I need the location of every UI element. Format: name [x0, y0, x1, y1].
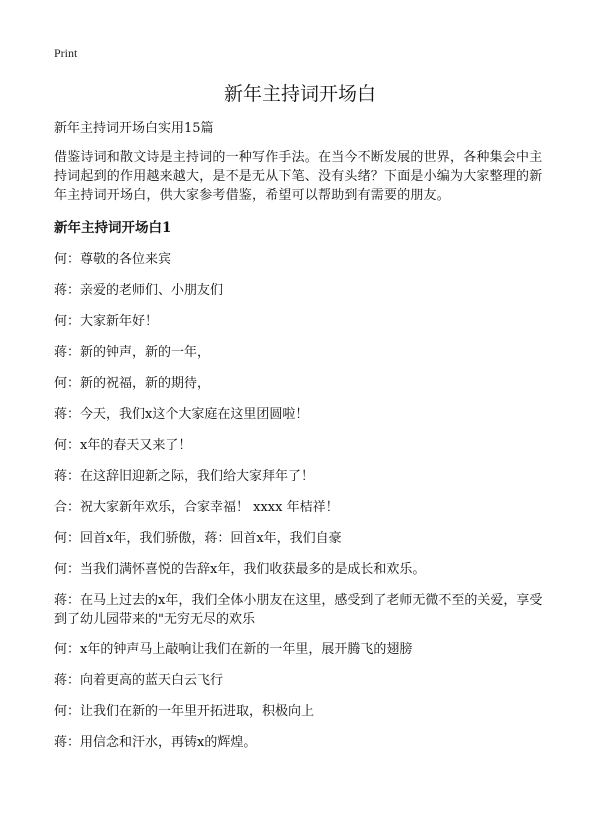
dialogue-line: 何：让我们在新的一年里开拓进取，积极向上 — [54, 704, 315, 719]
intro-paragraph: 借鉴诗词和散文诗是主持词的一种写作手法。在当今不断发展的世界，各种集会中主持词起到的作用越来越大，是不是无从下笔、没有头绪？下面是小编为大家整理的新年主持词开场白，供大家参考借鉴，希望可以帮助到有需要的朋友。 — [54, 150, 543, 203]
dialogue-line: 何：大家新年好！ — [54, 314, 159, 329]
section-heading: 新年主持词开场白1 — [54, 220, 172, 236]
print-label: Print — [54, 46, 78, 60]
document-body — [54, 120, 554, 764]
dialogue-line: 蒋：在这辞旧迎新之际，我们给大家拜年了！ — [54, 469, 315, 484]
dialogue-line: 蒋：在马上过去的x年，我们全体小朋友在这里，感受到了老师无微不至的关爱，享受到了幼儿园带来的"无穷无尽的欢乐 — [54, 593, 543, 627]
dialogue-line: 蒋：新的钟声，新的一年， — [54, 345, 211, 360]
dialogue-line: 蒋：今天，我们x这个大家庭在这里团圆啦！ — [54, 407, 309, 422]
document-subtitle: 新年主持词开场白实用15篇 — [54, 121, 214, 136]
dialogue-line: 何：x年的钟声马上敲响让我们在新的一年里，展开腾飞的翅膀 — [54, 642, 413, 657]
dialogue-line: 何：新的祝福，新的期待， — [54, 376, 211, 391]
dialogue-line: 何：尊敬的各位来宾 — [54, 252, 172, 267]
dialogue-line: 蒋：向着更高的蓝天白云飞行 — [54, 673, 224, 688]
dialogue-line: 合：祝大家新年欢乐，合家幸福！ xxxx 年桔祥！ — [54, 500, 339, 515]
dialogue-list — [54, 250, 554, 752]
dialogue-line: 蒋：用信念和汗水，再铸x的辉煌。 — [54, 735, 257, 750]
dialogue-line: 何：x年的春天又来了！ — [54, 438, 192, 453]
dialogue-line: 蒋：亲爱的老师们、小朋友们 — [54, 283, 224, 298]
dialogue-line: 何：回首x年，我们骄傲，蒋：回首x年，我们自豪 — [54, 531, 342, 546]
document-title: 新年主持词开场白 — [223, 83, 376, 105]
dialogue-line: 何：当我们满怀喜悦的告辞x年，我们收获最多的是成长和欢乐。 — [54, 562, 426, 577]
